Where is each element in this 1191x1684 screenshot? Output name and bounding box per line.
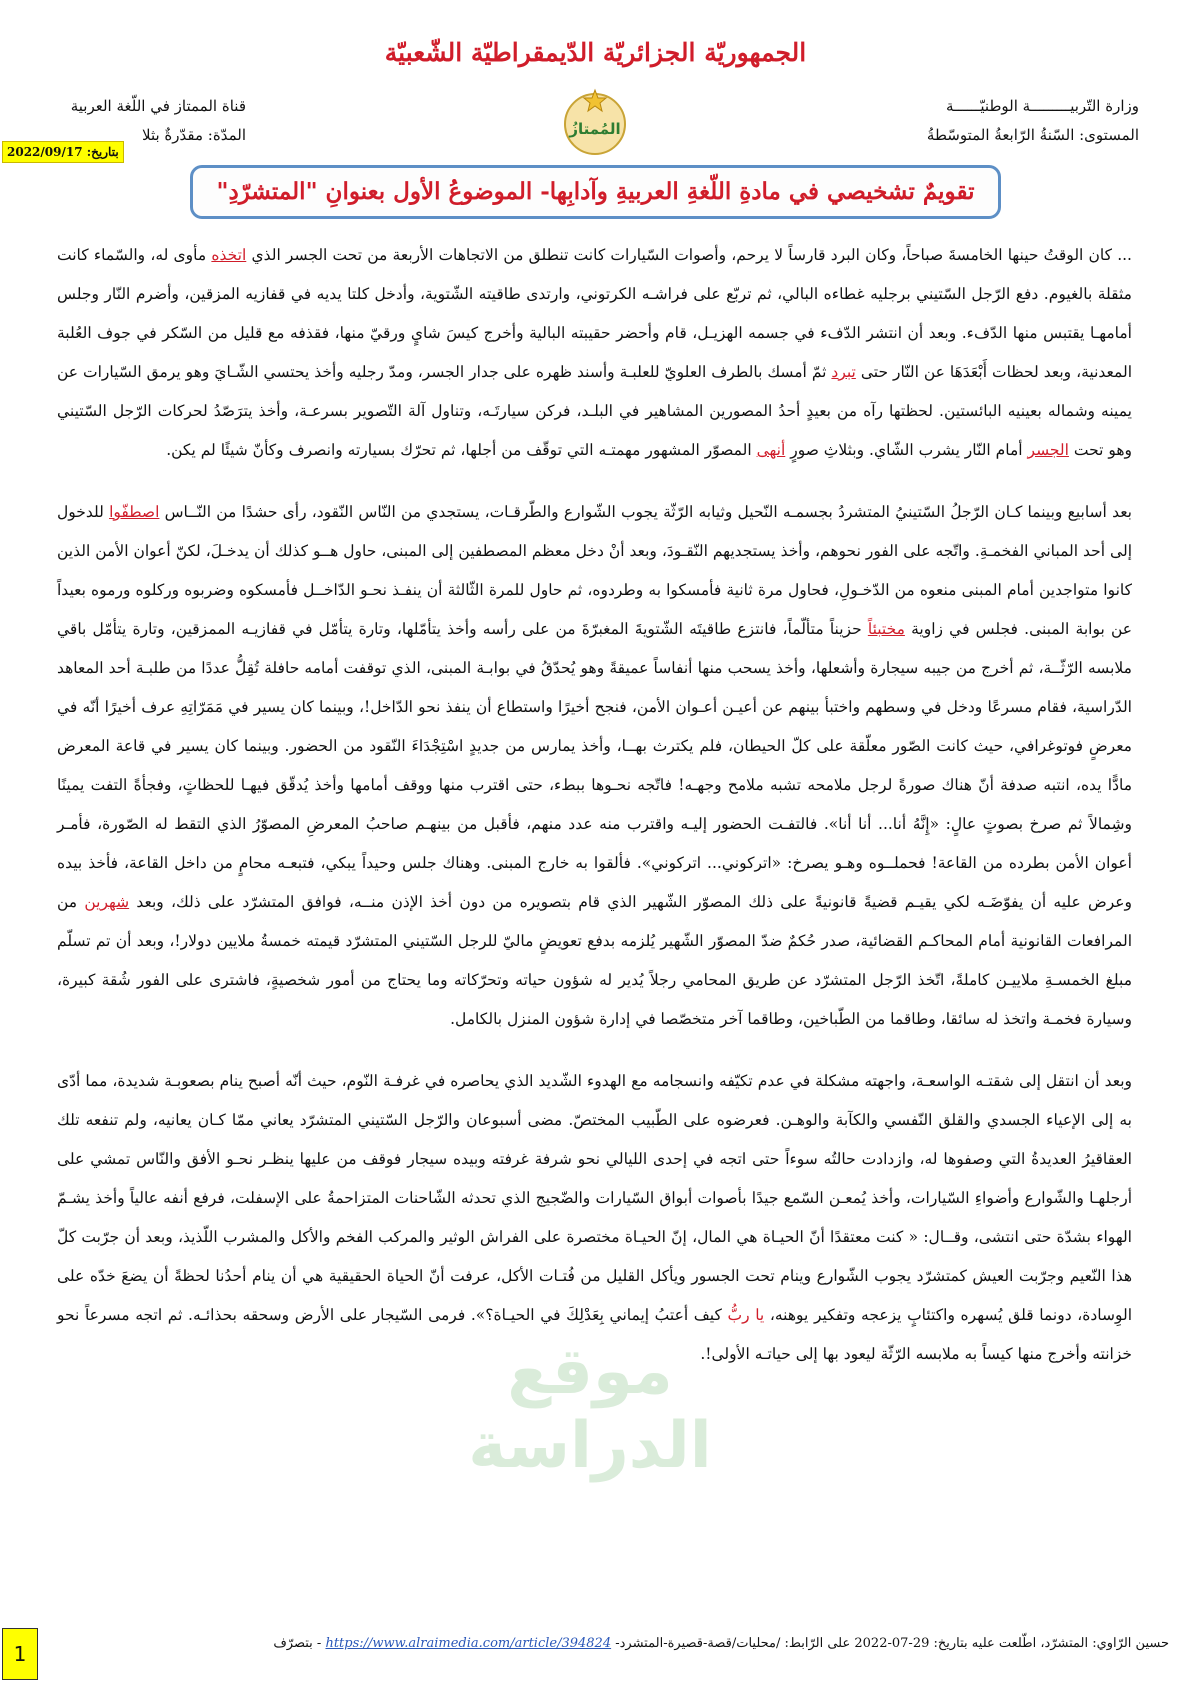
highlighted-word: يا ربُّ (727, 1306, 765, 1324)
citation-suffix: - بتصرّف (273, 1636, 322, 1651)
republic-heading: الجمهوريّة الجزائريّة الدّيمقراطيّة الشّعبيّة (384, 38, 807, 67)
header-right (927, 92, 1139, 150)
highlighted-word: شهرين (84, 893, 130, 911)
highlighted-word: مختبئاً (867, 620, 905, 638)
source-citation (60, 1636, 1169, 1651)
level-label: المستوى: السّنةُ الرّابعةُ المتوسّطةُ (926, 126, 1139, 144)
story-body (57, 236, 1132, 1397)
page-number: 1 (2, 1628, 38, 1680)
story-paragraph: ... كان الوقتُ حينها الخامسةَ صباحاً، وكان البرد قارساً لا يرحم، وأصوات السّيارات كانت تنطلق من الاتجاهات الأربعة من تحت الجسر الذي اتخذه مأوى له، والسّماء كانت مثقلة بالغيوم. دفع الرّجل السّتيني برجليه غطاءه البالي، ثم تربّع على فراشـه الكرتوني، وارتدى طاقيته الشّتوية، وأدخل كلتا يديه في قفازيه المزقين، وأضرم النّار وجلس أمامهـا يقتبس منها الدّفء. وبعد أن انتشر الدّفء في جسمه الهزيـل، قام وأحضر حقيبته البالية وأخرج كيسَ شايٍ ورقيّ منها، فقذفه مع قليل من السّكر في جوف العُلبة المعدنية، وبعد لحظات أَبْعَدَهَا عن النّار حتى تبرد ثمّ أمسك بالطرف العلويّ للعلبـة وأسند ظهره على جدار الجسر، ومدّ رجليه وأخذ يحتسي الشّـايَ وهو يرمق السّيارات عن يمينه وشماله بعينيه البائستين. لحظتها رآه من بعيدٍ أحدُ المصورين المشاهير في البلـد، فركن سيارتَـه، وتناول آلة التّصوير بسرعـة، وأخذ يترَصّدُ لحركات الرّجل السّتيني وهو تحت الجسر أمام النّار يشرب الشّاي. وبثلاثِ صورٍ أنهى المصوّر المشهور مهمتـه التي توقّف من أجلها، ثم تحرّك بسيارته وانصرف وكأنّ شيئًا لم يكن. (57, 246, 1132, 459)
highlighted-word: أنهى (756, 441, 786, 459)
highlighted-word: الجسر (1027, 441, 1069, 459)
source-link[interactable]: https://www.alraimedia.com/article/394824 (325, 1636, 612, 1651)
channel-label: قناة الممتاز في اللّغة العربية (70, 97, 246, 115)
story-paragraph: بعد أسابيع وبينما كـان الرّجلُ السّتينيُ المتشردُ بجسمـه النّحيل وثيابه الرّثّة يجوب الشّوارع والطّرقـات، يستجدي من النّاس النّقود، رأى حشدًا من النّــاس اصطفّوا للدخول إلى أحد المباني الفخمـةِ. واتّجه على الفور نحوهم، وأخذ يستجديهم النّقـودَ، وبعد أنْ دخل معظم المصطفين إلى المبنى، حاول هــو كذلك أن يدخـلَ، لكنّ أعوان الأمن الذين كانوا متواجدين أمام المبنى منعوه من الدّخـولِ، فحاول مرة ثانية فأمسكوا به وطردوه، ثم حاول للمرة الثّالثة أن ينفـذ نحـو الدّاخــل فأمسكوه وضربوه وركلوه ورموه بعيداً عن بوابة المبنى. فجلس في زاوية مختبئاً حزيناً متألّماً، فانتزع طاقيتَه الشّتويةَ المغبرّةَ من على رأسه وأخذ يتأمّلها، وتارة يتأمّل في قفازيـه الممزقين، وتارة يتأمّل باقي ملابسه الرّثّــة، ثم أخرج من جيبه سيجارة وأشعلها، وأخذ يسحب منها أنفاساً عميقةً وهو يُحدّقُ في بوابـة المبنى، الذي توقفت أمامه حافلة تُقِلُّ عددًا من طلبـة أحد المعاهد الدّراسية، فقام مسرعًا ودخل في وسطهم واختبأ بينهم عن أعيـن أعـوان الأمن، فنجح أخيرًا واستطاع أن ينفذ نحو الدّاخل!، وبينما كان يسير في مَمَرّاتِهِ عرف أخيرًا أنّه في معرضٍ فوتوغرافي، حيث كانت الصّور معلّقة على كلّ الحيطان، فلم يكترث بهــا، وأخذ يمارس من جديدٍ اسْتِجْدَاءَ النّقود من الحضور. وبينما كان يسير في قاعة المعرض مادًّا يده، انتبه صدفة أنّ هناك صورةً لرجل ملامحه تشبه ملامح وجهـه! فاتّجه نحـوها ببطء، حتى اقترب منها ووقف أمامها وأخذ يُدقّق فيهـا للحظاتٍ، وفجأةً التفت يمينًا وشِمالاً ثم صرخ بصوتٍ عالٍ: «إِنَّهُ أنا... أنا أنا». فالتفـت الحضور إليـه واقترب منه عدد منهم، فأقبل من بينهـم صاحبُ المعرضِ المصوّرُ الذي التقط له الصّورة، فأمـر أعوان الأمن بطرده من القاعة! فحملــوه وهـو يصرخ: «اتركوني... اتركوني». فألقوا به خارج المبنى. وهناك جلس وحيداً يبكي، فتبعـه محامٍ من داخل القاعة، فأخذ بيده وعرض عليه أن يفوّضَـه لكي يقيـم قضيةً قانونيةً على ذلك المصوّر الشّهير الذي قام بتصويره من دون أخذ الإذن منــه، فوافق المتشرّد على ذلك، وبعد شهرين من المرافعات القانونية أمام المحاكـم القضائية، صدر حُكمٌ ضدّ المصوّر الشّهير يُلزمه بدفع تعويضٍ ماليّ للرجل السّتيني المتشرّد قيمته خمسةُ ملايين دولار!، وبعد أن تم تسلّم مبلغ الخمسـةِ ملاييـن كاملةً، اتّخذ الرّجل المتشرّد عن طريق المحامي رجلاً يُدير له شؤون حياته وتحرّكاته وما يحتاج من أمور شخصيةٍ، فاشترى على الفور شُقة كبيرة، وسيارة فخمـة واتخذ له سائقا، وطاقما من الطّباخين، وطاقما آخر متخصّصا في إدارة شؤون المنزل بالكامل. (57, 503, 1133, 1028)
story-paragraph: وبعد أن انتقل إلى شقتـه الواسعـة، واجهته مشكلة في عدم تكيّفه وانسجامه مع الهدوء الشّديد الذي يحاصره في غرفـة النّوم، حيث أنّه أصبح ينام بصعوبـة شديدة، مما أدّى به إلى الإعياء الجسدي والقلق النّفسي والكآبة والوهـن. فعرضوه على الطّبيب المختصّ. مضى أسبوعان والرّجل السّتيني المتشرّد يعاني ممّا كـان يعانيه، ولم تنفعه تلك العقاقيرُ العديدةُ التي وصفوها له، وازدادت حالتُه سوءاً حتى اتجه في إحدى الليالي نحو شرفة غرفته وبيده سيجار فوقف من عليها ينظـر نحـو الأفق والنّاس تمشي على أرجلهـا والشّوارع وأضواءِ السّيارات، وأخذ يُمعـن السّمع جيدًا بأصوات أبواق السّيارات والضّجيج الذي تحدثه الشّاحنات المتزاحمةُ على الإسفلت، فرفع أنفه عالياً وأخذ يشـمّ الهواء بشدّة حتى انتشى، وقــال: « كنت معتقدًا أنّ الحيـاة هي المال، إنّ الحيـاة مختصرة على الفراش الوثير والمركب الفخم والأكل والمشرب اللّذيذ، وبعد أن جرّبت كلّ هذا النّعيم وجرّبت العيش كمتشرّد يجوب الشّوارع وينام تحت الجسور ويأكل القليل من فُتـات الأكل، عرفت أنّ الحياة الحقيقية هي أن ينام أحدُنا لحظةً أن يضعَ خدّه على الوِسادة، دونما قلق يُسهره واكتئابٍ يزعجه وتفكير يوهنه، يا ربُّ كيف أعتبُ إيماني بِعَدْلِكَ في الحيـاة؟». فرمى السّيجار على الأرض وسحقه بحذائـه. ثم اتجه مسرعاً نحو خزانته وأخرج منها كيساً به ملابسه الرّثّة ليعود بها إلى حياتـه الأولى!. (57, 1072, 1133, 1363)
citation-author: حسين الرّاوي: المتشرّد، اطّلعت عليه بتاريخ: 29-07-2022 على الرّابط: /محليات/قصة-قصيرة-المتشرد- (615, 1636, 1169, 1651)
channel-logo-icon (557, 84, 633, 160)
ministry-label: وزارة التّربيـــــــــة الوطنيّــــــة (945, 97, 1139, 115)
date-badge: بتاريخ: 2022/09/17 (2, 141, 124, 163)
duration-label: المدّة: مقدّرةٌ بثلا (142, 126, 246, 144)
highlighted-word: اتخذه (211, 246, 247, 264)
highlighted-word: تبرد (831, 363, 856, 381)
logo-text: المُمتازُ (569, 120, 621, 138)
watermark: موقع الدراسة (468, 1335, 712, 1483)
exam-title: تقويمٌ تشخيصي في مادةِ اللّغةِ العربيةِ وآدابِها- الموضوعُ الأول بعنوانِ "المتشرّدِ" (190, 165, 1001, 219)
highlighted-word: اصطفّوا (109, 503, 160, 521)
